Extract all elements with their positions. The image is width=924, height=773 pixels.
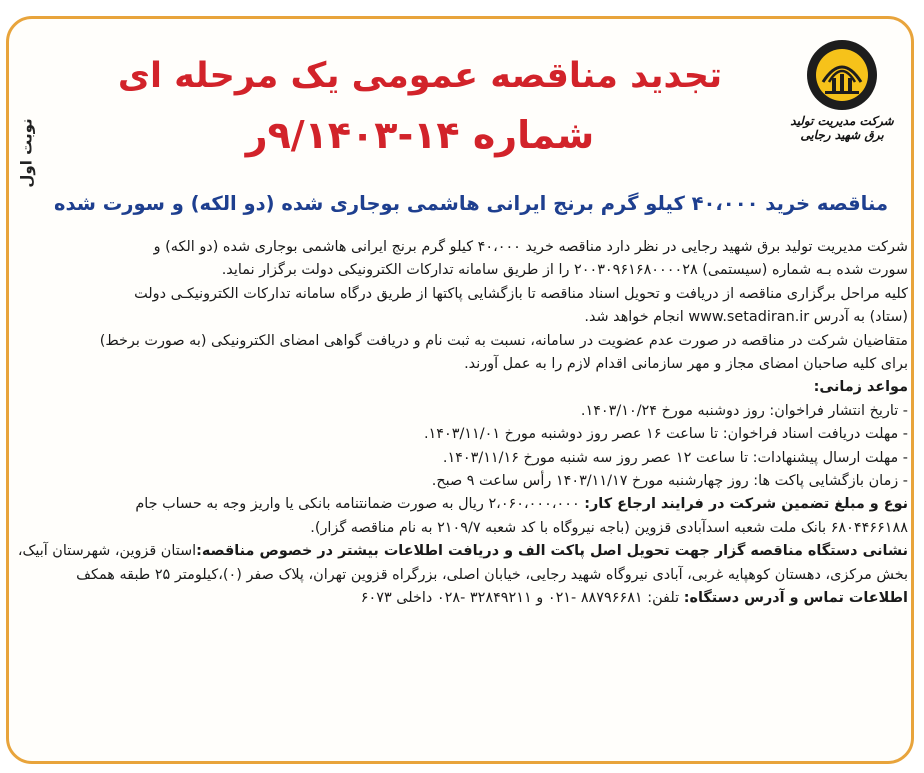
company-logo	[780, 40, 904, 150]
stages-line-1: کلیه مراحل برگزاری مناقصه از دریافت و تحویل اسناد مناقصه تا بازگشایی پاکتها از طریق درگاه سامانه تدارکات الکترونیکـی دولت	[134, 285, 908, 302]
tender-subject: مناقصه خرید ۴۰،۰۰۰ کیلو گرم برنج ایرانی هاشمی بوجاری شده (دو الکه) و سورت شده	[53, 192, 889, 215]
schedule-item: - تاریخ انتشار فراخوان: روز دوشنبه مورخ ۱۴۰۳/۱۰/۲۴.	[580, 402, 908, 419]
edition-text: نوبت اول	[18, 118, 37, 188]
company-name-text: شرکت مدیریت تولید برق شهید رجایی	[790, 114, 894, 142]
intro-line-1: شرکت مدیریت تولید برق شهید رجایی در نظر دارد مناقصه خرید ۴۰،۰۰۰ کیلو گرم برنج ایرانی هاشمی بوجاری شده (دو الکه) و	[153, 239, 908, 255]
guarantee-line-1	[36, 493, 908, 516]
tender-number: شماره ۱۴-۹/۱۴۰۳ر	[245, 113, 595, 157]
contact-line	[36, 587, 908, 610]
guarantee-label: نوع و مبلغ تضمین شرکت در فرایند ارجاع کار:	[584, 496, 908, 513]
schedule-item: - مهلت ارسال پیشنهادات: تا ساعت ۱۲ عصر روز سه شنبه مورخ ۱۴۰۳/۱۱/۱۶.	[442, 449, 908, 466]
contact-label: اطلاعات تماس و آدرس دستگاه:	[683, 590, 908, 607]
contact-text: تلفن: ۸۸۷۹۶۶۸۱ -۰۲۱ و ۳۲۸۴۹۲۱۱ -۰۲۸ داخلی ۶۰۷۳	[360, 590, 684, 607]
address-label: نشانی دستگاه مناقصه گزار جهت تحویل اصل پاکت الف و دریافت اطلاعات بیشتر در خصوص مناقصه:	[196, 543, 908, 560]
applicants-line-1: متقاضیان شرکت در مناقصه در صورت عدم عضویت در سامانه، نسبت به ثبت نام و دریافت گواهی امضای الکترونیکی (به صورت برخط)	[99, 332, 908, 349]
notice-title: تجدید مناقصه عمومی یک مرحله ای	[117, 56, 723, 96]
applicants-line-2: برای کلیه صاحبان امضای مجاز و مهر سازمانی اقدام لازم را به عمل آورند.	[464, 356, 908, 373]
guarantee-text: ۲،۰۶۰،۰۰۰،۰۰۰ ریال به صورت ضمانتنامه بانکی یا واریز وجه به حساب جام	[135, 496, 585, 513]
power-plant-tree-logo-icon	[807, 40, 877, 110]
schedule-heading: مواعد زمانی:	[813, 379, 908, 396]
notice-body	[17, 236, 908, 611]
edition-label	[8, 118, 46, 188]
stages-line-2: (ستاد) به آدرس www.setadiran.ir انجام خواهد شد.	[584, 309, 908, 326]
schedule-item: - زمان بازگشایی پاکت ها: روز چهارشنبه مورخ ۱۴۰۳/۱۱/۱۷ رأس ساعت ۹ صبح.	[431, 473, 908, 490]
address-text: استان قزوین، شهرستان آبیک،	[17, 543, 197, 560]
schedule-item: - مهلت دریافت اسناد فراخوان: تا ساعت ۱۶ عصر روز دوشنبه مورخ ۱۴۰۳/۱۱/۰۱.	[423, 426, 908, 443]
address-line-2: بخش مرکزی، دهستان کوهپایه غربی، آبادی نیروگاه شهید رجایی، خیابان اصلی، بزرگراه قزوین تهران، پلاک صفر (۰)،کیلومتر ۲۵ طبقه همکف	[76, 566, 908, 583]
guarantee-line-2: ۶۸۰۴۴۶۶۱۸۸ بانک ملت شعبه اسدآبادی قزوین (باجه نیروگاه با کد شعبه ۲۱۰۹/۷ به نام مناقصه گزار).	[310, 519, 908, 536]
intro-line-2: سورت شده بـه شماره (سیستمی) ۲۰۰۳۰۹۶۱۶۸۰۰۰۰۲۸ را از طریق سامانه تدارکات الکترونیکی دولت برگزار نماید.	[221, 262, 908, 279]
logo-emblem	[813, 46, 871, 104]
address-line-1	[17, 540, 908, 563]
